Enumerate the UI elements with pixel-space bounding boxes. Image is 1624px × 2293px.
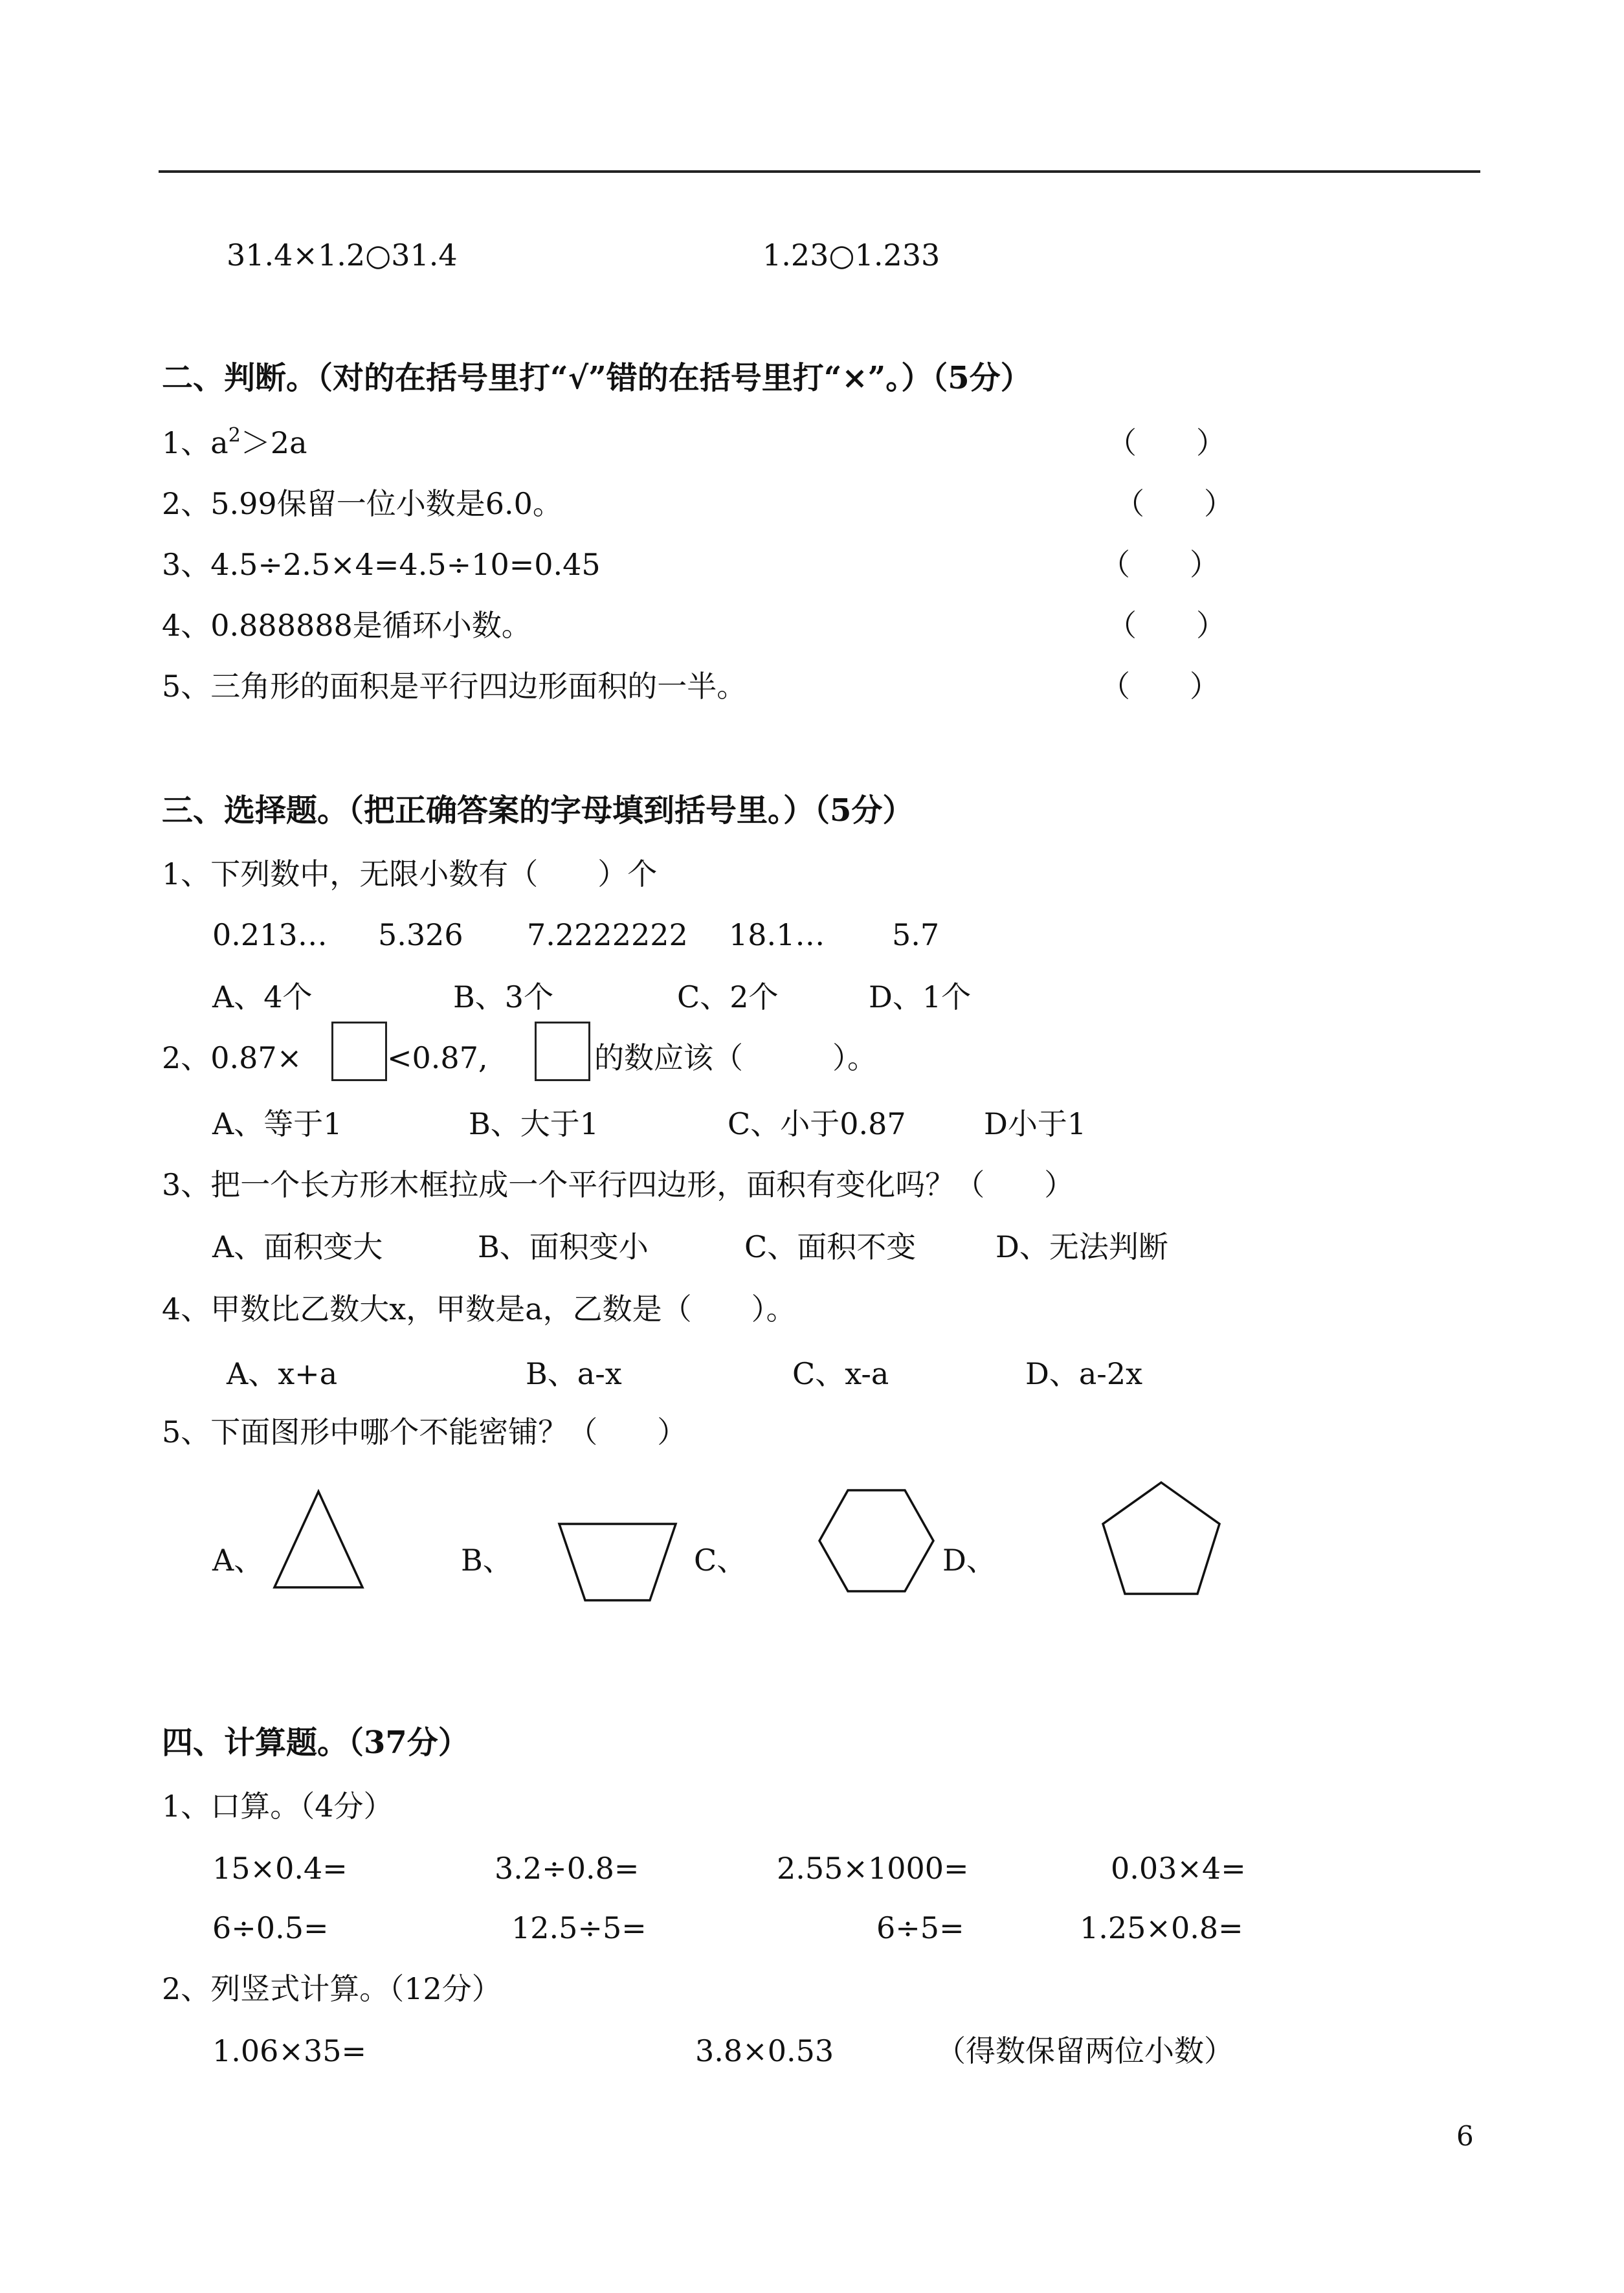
rounding-note: （得数保留两位小数） [936, 2033, 1234, 2068]
judge-item-1-rest: ＞2a [240, 425, 307, 460]
section4-title: 四、计算题。（37分） [162, 1725, 469, 1761]
page-number: 6 [1456, 2120, 1474, 2152]
mental-calc-item: 15×0.4= [212, 1851, 348, 1886]
choice-q1-number: 5.7 [892, 917, 940, 952]
mental-calc-item: 1.25×0.8= [1080, 1910, 1243, 1945]
mental-calc-item: 2.55×1000= [777, 1851, 969, 1886]
choice-q1-stem: 1、下列数中，无限小数有（ ）个 [162, 856, 658, 891]
judge-item-3: 3、4.5÷2.5×4=4.5÷10=0.45 [162, 547, 601, 582]
judge-item-1-base: a [210, 425, 228, 460]
judge-item-1-exponent: 2 [228, 424, 241, 447]
choice-q2-option-a[interactable]: A、等于1 [212, 1106, 342, 1141]
choice-q2-option-c[interactable]: C、小于0.87 [728, 1106, 906, 1141]
mental-calc-item: 6÷0.5= [212, 1910, 329, 1945]
choice-q4-option-a[interactable]: A、x+a [227, 1356, 338, 1391]
choice-q4-option-b[interactable]: B、a-x [526, 1356, 622, 1391]
choice-q3-option-b[interactable]: B、面积变小 [478, 1229, 649, 1264]
choice-q1-number: 5.326 [378, 917, 463, 952]
judge-item-1-num: 1、 [162, 425, 211, 460]
judge-item-1 [162, 425, 307, 461]
mental-calc-item: 6÷5= [876, 1910, 964, 1945]
trapezoid-shape [557, 1520, 680, 1604]
choice-q1-number: 0.213… [212, 917, 328, 952]
choice-q1-option-c[interactable]: C、2个 [677, 979, 779, 1014]
section2-title: 二、判断。（对的在括号里打“√”错的在括号里打“×”。）（5分） [162, 360, 1032, 396]
mental-calc-item: 3.2÷0.8= [495, 1851, 640, 1886]
judge-paren-3[interactable]: （ ） [1100, 547, 1219, 582]
mental-calc-item: 12.5÷5= [511, 1910, 647, 1945]
judge-item-4: 4、0.888888是循环小数。 [162, 608, 531, 643]
choice-q3-stem: 3、把一个长方形木框拉成一个平行四边形，面积有变化吗？（ ） [162, 1167, 1074, 1202]
judge-paren-1[interactable]: （ ） [1107, 425, 1226, 460]
sub1-title: 1、口算。（4分） [162, 1789, 394, 1824]
mental-calc-item: 0.03×4= [1111, 1851, 1246, 1886]
judge-item-5: 5、三角形的面积是平行四边形面积的一半。 [162, 669, 747, 704]
judge-paren-4[interactable]: （ ） [1107, 608, 1226, 643]
judge-paren-2[interactable]: （ ） [1115, 486, 1234, 521]
choice-q1-option-b[interactable]: B、3个 [453, 979, 554, 1014]
choice-q3-option-d[interactable]: D、无法判断 [996, 1229, 1168, 1264]
answer-box[interactable] [535, 1022, 590, 1081]
compare-right: 1.23○1.233 [762, 238, 940, 273]
choice-q4-option-d[interactable]: D、a-2x [1025, 1356, 1143, 1391]
choice-q3-option-a[interactable]: A、面积变大 [212, 1229, 383, 1264]
header-rule [159, 170, 1480, 173]
choice-q2-option-b[interactable]: B、大于1 [469, 1106, 599, 1141]
judge-paren-5[interactable]: （ ） [1100, 669, 1219, 704]
choice-q1-number: 18.1… [729, 917, 825, 952]
answer-box[interactable] [331, 1022, 387, 1081]
shape-label-c[interactable]: C、 [694, 1543, 747, 1578]
vertical-calc-expr-2: 3.8×0.53 [695, 2033, 834, 2068]
sub2-title: 2、列竖式计算。（12分） [162, 1971, 502, 2006]
shape-label-a[interactable]: A、 [212, 1543, 264, 1578]
shape-label-d[interactable]: D、 [942, 1543, 996, 1578]
vertical-calc-expr-1: 1.06×35= [212, 2033, 367, 2068]
compare-left: 31.4×1.2○31.4 [227, 238, 458, 273]
judge-item-2: 2、5.99保留一位小数是6.0。 [162, 486, 562, 521]
choice-q2-part2: <0.87, [387, 1040, 488, 1075]
choice-q2-part1: 2、0.87× [162, 1040, 302, 1075]
choice-q5-stem: 5、下面图形中哪个不能密铺？（ ） [162, 1415, 687, 1449]
choice-q2-option-d[interactable]: D小于1 [984, 1106, 1087, 1141]
choice-q1-option-d[interactable]: D、1个 [869, 979, 972, 1014]
pentagon-shape [1100, 1480, 1223, 1598]
shape-label-b[interactable]: B、 [461, 1543, 513, 1578]
choice-q4-stem: 4、甲数比乙数大x，甲数是a，乙数是（ ）。 [162, 1292, 796, 1326]
hexagon-shape [817, 1486, 937, 1596]
choice-q1-number: 7.2222222 [527, 917, 688, 952]
choice-q3-option-c[interactable]: C、面积不变 [744, 1229, 917, 1264]
choice-q2-part3: 的数应该（ ）。 [594, 1040, 877, 1075]
triangle-shape [272, 1489, 369, 1593]
choice-q1-option-a[interactable]: A、4个 [212, 979, 313, 1014]
choice-q4-option-c[interactable]: C、x-a [792, 1356, 889, 1391]
section3-title: 三、选择题。（把正确答案的字母填到括号里。）（5分） [162, 792, 914, 829]
